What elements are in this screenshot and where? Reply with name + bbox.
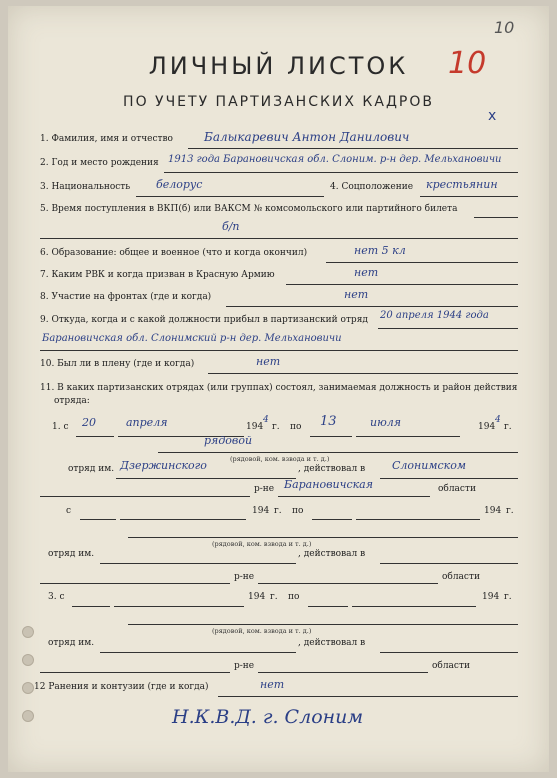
underline bbox=[226, 306, 518, 307]
underline bbox=[114, 606, 244, 607]
underline bbox=[380, 478, 518, 479]
field-8-label: 8. Участие на фронтах (где и когда) bbox=[40, 292, 212, 302]
unit-1-month-from: апреля bbox=[126, 416, 168, 429]
field-12-label: 12 Ранения и контузии (где и когда) bbox=[34, 682, 209, 692]
unit-1-year-prefix-from: 194 bbox=[246, 422, 264, 432]
underline bbox=[116, 478, 296, 479]
field-9-label: 9. Откуда, когда и с какой должности прибыл в партизанский отряд bbox=[40, 315, 368, 325]
punch-hole bbox=[22, 682, 34, 694]
underline bbox=[378, 328, 518, 329]
underline bbox=[40, 583, 230, 584]
punch-hole bbox=[22, 710, 34, 722]
underline bbox=[72, 606, 110, 607]
underline bbox=[312, 519, 352, 520]
underline bbox=[308, 606, 348, 607]
field-11-label-2: отряда: bbox=[54, 396, 90, 406]
unit-3-otryad-label: отряд им. bbox=[48, 638, 95, 648]
unit-1-po: по bbox=[290, 422, 302, 432]
underline bbox=[128, 537, 518, 538]
field-1-label: 1. Фамилия, имя и отчество bbox=[40, 134, 173, 144]
punch-hole bbox=[22, 626, 34, 638]
field-5-value: б/п bbox=[222, 220, 240, 233]
underline bbox=[100, 652, 296, 653]
underline bbox=[40, 496, 250, 497]
unit-1-month-to: июля bbox=[370, 416, 402, 429]
unit-3-po: по bbox=[288, 592, 300, 602]
unit-1-g-to: г. bbox=[504, 422, 512, 432]
underline bbox=[40, 238, 518, 239]
unit-2-oblast-label: области bbox=[442, 572, 480, 582]
unit-3-dejstvoval-label: , действовал в bbox=[298, 638, 366, 648]
unit-1-rne: Барановичская bbox=[284, 478, 374, 491]
unit-3-num: 3. с bbox=[48, 592, 65, 602]
underline bbox=[326, 262, 518, 263]
underline bbox=[356, 519, 480, 520]
unit-3-position-hint: (рядовой, ком. взвода и т. д.) bbox=[212, 627, 312, 635]
unit-2-position-hint: (рядовой, ком. взвода и т. д.) bbox=[212, 540, 312, 548]
field-4-value: крестьянин bbox=[426, 178, 498, 191]
underline bbox=[380, 652, 518, 653]
underline bbox=[136, 196, 324, 197]
underline bbox=[158, 452, 518, 453]
unit-1-dejstvoval: Слонимском bbox=[392, 459, 466, 472]
unit-2-rne-label: р-не bbox=[234, 572, 255, 582]
field-9-value: 20 апреля 1944 года bbox=[380, 310, 489, 321]
unit-2-num: с bbox=[66, 506, 72, 516]
field-12-value: нет bbox=[260, 678, 285, 691]
underline bbox=[278, 496, 430, 497]
underline bbox=[310, 436, 352, 437]
field-11-label: 11. В каких партизанских отрядах (или группах) состоял, занимаемая должность и район действия bbox=[40, 383, 518, 393]
unit-1-position: рядовой bbox=[204, 434, 253, 447]
unit-3-year-prefix-from: 194 bbox=[248, 592, 266, 602]
unit-1-oblast-label: области bbox=[438, 484, 476, 494]
unit-1-rne-label: р-не bbox=[254, 484, 275, 494]
field-1-value: Балыкаревич Антон Данилович bbox=[204, 130, 410, 144]
underline bbox=[380, 563, 518, 564]
underline bbox=[218, 696, 518, 697]
document-title: ЛИЧНЫЙ ЛИСТОК bbox=[148, 52, 409, 80]
unit-1-year-suffix-to: 4 bbox=[495, 415, 501, 425]
field-2-label: 2. Год и место рождения bbox=[40, 158, 159, 168]
field-8-value: нет bbox=[344, 288, 369, 301]
unit-3-g-to: г. bbox=[504, 592, 512, 602]
underline bbox=[188, 148, 518, 149]
field-3-value: белорус bbox=[156, 178, 203, 191]
unit-2-dejstvoval-label: , действовал в bbox=[298, 549, 366, 559]
field-7-value: нет bbox=[354, 266, 379, 279]
pencil-page-number: 10 bbox=[494, 18, 515, 37]
unit-1-position-hint: (рядовой, ком. взвода и т. д.) bbox=[230, 455, 330, 463]
field-9-value-2: Барановичская обл. Слонимский р-н дер. Мельхановичи bbox=[42, 333, 342, 344]
underline bbox=[258, 583, 438, 584]
unit-3-g-from: г. bbox=[270, 592, 278, 602]
underline bbox=[420, 196, 518, 197]
underline bbox=[40, 350, 518, 351]
unit-1-day-to: 13 bbox=[320, 414, 337, 429]
unit-3-rne-label: р-не bbox=[234, 661, 255, 671]
underline bbox=[474, 217, 518, 218]
underline bbox=[208, 373, 518, 374]
punch-hole bbox=[22, 654, 34, 666]
field-10-label: 10. Был ли в плену (где и когда) bbox=[40, 359, 195, 369]
document-sheet bbox=[8, 6, 549, 772]
underline bbox=[164, 172, 518, 173]
underline bbox=[286, 284, 518, 285]
unit-2-g-to: г. bbox=[506, 506, 514, 516]
footer-note: Н.К.В.Д. г. Слоним bbox=[172, 706, 364, 728]
field-6-label: 6. Образование: общее и военное (что и когда окончил) bbox=[40, 248, 308, 258]
unit-3-oblast-label: области bbox=[432, 661, 470, 671]
unit-1-year-prefix-to: 194 bbox=[478, 422, 496, 432]
field-6-value: нет 5 кл bbox=[354, 244, 406, 257]
unit-1-otryad-label: отряд им. bbox=[68, 464, 115, 474]
underline bbox=[76, 436, 114, 437]
unit-1-year-suffix-from: 4 bbox=[263, 415, 269, 425]
field-2-value: 1913 года Барановичская обл. Слоним. р-н дер. Мельхановичи bbox=[168, 154, 502, 165]
unit-1-num: 1. с bbox=[52, 422, 69, 432]
underline bbox=[356, 436, 460, 437]
underline bbox=[352, 606, 476, 607]
unit-1-g-from: г. bbox=[272, 422, 280, 432]
unit-1-otryad: Дзержинского bbox=[120, 459, 207, 472]
unit-2-year-prefix-to: 194 bbox=[484, 506, 502, 516]
unit-2-g-from: г. bbox=[274, 506, 282, 516]
underline bbox=[40, 672, 230, 673]
unit-2-otryad-label: отряд им. bbox=[48, 549, 95, 559]
field-7-label: 7. Каким РВК и когда призван в Красную Армию bbox=[40, 270, 275, 280]
unit-2-year-prefix-from: 194 bbox=[252, 506, 270, 516]
x-mark: x bbox=[488, 108, 497, 124]
unit-3-year-prefix-to: 194 bbox=[482, 592, 500, 602]
underline bbox=[80, 519, 116, 520]
underline bbox=[258, 672, 428, 673]
red-number: 10 bbox=[448, 46, 487, 81]
field-4-label: 4. Соцположение bbox=[330, 182, 414, 192]
underline bbox=[100, 563, 296, 564]
field-3-label: 3. Национальность bbox=[40, 182, 131, 192]
field-5-label: 5. Время поступления в ВКП(б) или ВАКСМ № комсомольского или партийного билета bbox=[40, 204, 458, 214]
underline bbox=[128, 624, 518, 625]
field-10-value: нет bbox=[256, 355, 281, 368]
unit-2-po: по bbox=[292, 506, 304, 516]
underline bbox=[120, 519, 246, 520]
document-subtitle: ПО УЧЕТУ ПАРТИЗАНСКИХ КАДРОВ bbox=[123, 94, 434, 110]
unit-1-dejstvoval-label: , действовал в bbox=[298, 464, 366, 474]
unit-1-day-from: 20 bbox=[82, 416, 96, 429]
